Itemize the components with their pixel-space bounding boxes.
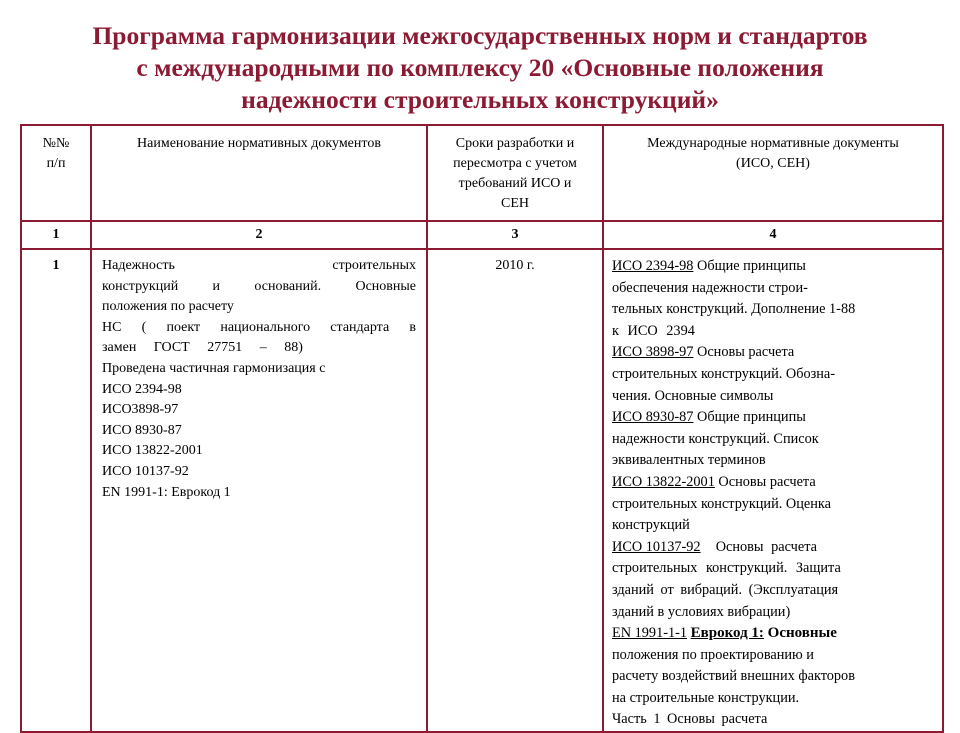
column-number: 4 <box>603 221 943 249</box>
intl-line: чения. Основные символы <box>612 387 774 404</box>
column-number: 3 <box>427 221 603 249</box>
document-line: Надежность строительных <box>102 258 416 273</box>
intl-line: положения по проектированию и <box>612 646 814 663</box>
intl-line: эквивалентных терминов <box>612 452 766 469</box>
title-line-1: Программа гармонизации межгосударственных норм и стандартов <box>92 21 868 50</box>
document-line: конструкций и оснований. Основные <box>102 278 416 294</box>
title-line-3: надежности строительных конструкций» <box>241 85 719 114</box>
iso-13822-code: ИСО 13822-2001 <box>612 473 715 490</box>
intl-line: ИСО 2394-98 Общие принципы <box>612 258 806 274</box>
intl-line: ИСО 8930-87 Общие принципы <box>612 409 806 426</box>
row-number: 1 <box>21 249 91 732</box>
intl-line: зданий в условиях вибрации) <box>612 603 791 620</box>
intl-line: строительных конструкций. Обозна- <box>612 365 836 382</box>
document-line: замен ГОСТ 27751 – 88) <box>102 340 303 356</box>
intl-line: ИСО 10137-92 Основы расчета <box>612 538 817 555</box>
intl-line: конструкций <box>612 517 690 534</box>
header-documents: Наименование нормативных документов <box>91 125 427 221</box>
intl-line: обеспечения надежности строи- <box>612 279 808 296</box>
header-number: №№ п/п <box>21 125 91 221</box>
intl-line: ИСО 3898-97 Основы расчета <box>612 344 795 361</box>
document-line: ИСО 8930-87 <box>102 422 182 438</box>
column-number-row <box>21 221 943 249</box>
column-number: 1 <box>21 221 91 249</box>
iso-8930-code: ИСО 8930-87 <box>612 409 694 426</box>
document-line: Проведена частичная гармонизация с <box>102 360 326 376</box>
title-line-2: с международными по комплексу 20 «Основные положения <box>136 53 824 82</box>
header-terms: Сроки разработки и пересмотра с учетом требований ИСО и СЕН <box>427 125 603 221</box>
intl-line: на строительные конструкции. <box>612 689 800 706</box>
intl-line: EN 1991-1-1 Еврокод 1: Основные <box>612 625 837 642</box>
document-line: ИСО3898-97 <box>102 402 179 418</box>
document-line: ИСО 2394-98 <box>102 381 182 397</box>
document-line: EN 1991-1: Еврокод 1 <box>102 484 231 500</box>
intl-line: тельных конструкций. Дополнение 1-88 <box>612 301 856 318</box>
document-line: положения по расчету <box>102 299 234 315</box>
intl-line: ИСО 13822-2001 Основы расчета <box>612 473 816 490</box>
document-cell <box>91 249 427 732</box>
table-header-row <box>21 125 943 221</box>
eurocode-label: Еврокод 1: <box>690 625 764 642</box>
en-1991-code: EN 1991-1-1 <box>612 625 688 642</box>
intl-line: надежности конструкций. Список <box>612 430 819 447</box>
document-line: НС ( поект национального стандарта в <box>102 319 416 335</box>
standards-table <box>20 124 944 733</box>
intl-line: к ИСО 2394 <box>612 322 695 339</box>
iso-10137-code: ИСО 10137-92 <box>612 538 701 555</box>
intl-line: расчету воздействий внешних факторов <box>612 668 855 685</box>
intl-line: Часть 1 Основы расчета <box>612 711 768 728</box>
page-title <box>0 20 960 116</box>
iso-3898-code: ИСО 3898-97 <box>612 344 694 361</box>
document-line: ИСО 13822-2001 <box>102 443 203 459</box>
intl-line: зданий от вибраций. (Эксплуатация <box>612 581 839 598</box>
iso-2394-code: ИСО 2394-98 <box>612 258 694 274</box>
header-international: Международные нормативные документы (ИСО, СЕН) <box>603 125 943 221</box>
table-row <box>21 249 943 732</box>
column-number: 2 <box>91 221 427 249</box>
intl-line: строительных конструкций. Оценка <box>612 495 831 512</box>
term-cell: 2010 г. <box>427 249 603 732</box>
document-line: ИСО 10137-92 <box>102 463 189 479</box>
intl-line: строительных конструкций. Защита <box>612 560 841 577</box>
international-cell <box>603 249 943 732</box>
